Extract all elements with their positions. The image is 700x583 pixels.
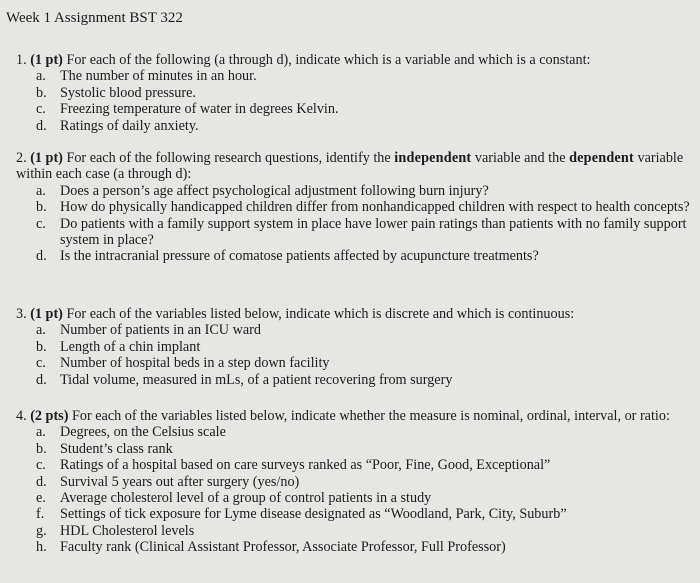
question-points: (1 pt) <box>30 52 63 68</box>
emphasis-dependent: dependent <box>569 150 634 166</box>
question-1 <box>16 52 692 134</box>
item-letter: c. <box>36 457 46 474</box>
list-item <box>16 199 692 215</box>
question-3 <box>16 306 692 388</box>
list-item <box>16 248 692 264</box>
list-item <box>16 339 692 355</box>
item-text: Do patients with a family support system in place have lower pain ratings than patients with no family support system in place? <box>60 215 687 249</box>
item-text: How do physically handicapped children differ from nonhandicapped children with respect to health concepts? <box>60 199 690 216</box>
item-letter: b. <box>36 199 47 216</box>
question-number: 4. <box>16 408 27 424</box>
item-list <box>16 183 692 265</box>
question-number: 1. <box>16 52 27 68</box>
question-4 <box>16 408 692 556</box>
question-text: variable and the <box>474 150 566 166</box>
question-prompt <box>16 52 692 68</box>
item-letter: a. <box>36 182 46 199</box>
item-text: Freezing temperature of water in degrees Kelvin. <box>60 101 339 118</box>
question-points: (1 pt) <box>30 150 63 166</box>
question-2 <box>16 150 692 265</box>
item-letter: d. <box>36 248 47 265</box>
question-text: For each of the following research questions, identify the <box>66 150 391 166</box>
list-item <box>16 539 692 555</box>
list-item <box>16 118 692 134</box>
item-letter: c. <box>36 355 46 372</box>
list-item <box>16 322 692 338</box>
item-text: Faculty rank (Clinical Assistant Professor, Associate Professor, Full Professor) <box>60 539 506 556</box>
item-text: HDL Cholesterol levels <box>60 522 195 539</box>
item-letter: d. <box>36 371 47 388</box>
question-text: variable within each case (a through d): <box>16 150 684 183</box>
item-letter: a. <box>36 424 46 441</box>
item-text: Settings of tick exposure for Lyme disease designated as “Woodland, Park, City, Suburb” <box>60 506 567 523</box>
item-letter: d. <box>36 473 47 490</box>
list-item <box>16 216 692 249</box>
item-list <box>16 322 692 388</box>
list-item <box>16 523 692 539</box>
item-text: Systolic blood pressure. <box>60 84 196 101</box>
question-text: For each of the variables listed below, indicate whether the measure is nominal, ordinal, interval, or ratio: <box>71 408 670 424</box>
page-title: Week 1 Assignment BST 322 <box>6 10 183 26</box>
item-text: Survival 5 years out after surgery (yes/no) <box>60 473 300 490</box>
item-list <box>16 424 692 555</box>
item-text: Number of patients in an ICU ward <box>60 322 261 339</box>
item-letter: f. <box>36 506 45 523</box>
question-prompt <box>16 408 692 424</box>
item-letter: c. <box>36 101 46 118</box>
item-text: Tidal volume, measured in mLs, of a patient recovering from surgery <box>60 371 453 388</box>
list-item <box>16 506 692 522</box>
item-list <box>16 68 692 134</box>
item-letter: g. <box>36 522 47 539</box>
item-text: Degrees, on the Celsius scale <box>60 424 226 441</box>
item-text: Does a person’s age affect psychological adjustment following burn injury? <box>60 182 489 199</box>
emphasis-independent: independent <box>394 150 472 166</box>
question-text: For each of the following (a through d), indicate which is a variable and which is a constant: <box>66 52 591 68</box>
question-prompt <box>16 150 692 183</box>
item-letter: b. <box>36 440 47 457</box>
list-item <box>16 68 692 84</box>
item-text: Student’s class rank <box>60 440 173 457</box>
list-item <box>16 490 692 506</box>
item-letter: c. <box>36 215 46 232</box>
item-text: The number of minutes in an hour. <box>60 68 257 85</box>
question-text: For each of the variables listed below, indicate which is discrete and which is continuous: <box>66 306 575 322</box>
list-item <box>16 441 692 457</box>
list-item <box>16 101 692 117</box>
item-text: Ratings of daily anxiety. <box>60 117 199 134</box>
item-letter: b. <box>36 84 47 101</box>
question-points: (1 pt) <box>30 306 63 322</box>
item-letter: e. <box>36 490 46 507</box>
question-prompt <box>16 306 692 322</box>
question-number: 3. <box>16 306 27 322</box>
item-text: Number of hospital beds in a step down facility <box>60 355 330 372</box>
list-item <box>16 457 692 473</box>
item-text: Ratings of a hospital based on care surveys ranked as “Poor, Fine, Good, Exceptional” <box>60 457 551 474</box>
list-item <box>16 424 692 440</box>
question-points: (2 pts) <box>30 408 69 424</box>
list-item <box>16 85 692 101</box>
item-letter: a. <box>36 68 46 85</box>
item-text: Is the intracranial pressure of comatose patients affected by acupuncture treatments? <box>60 248 539 265</box>
item-text: Average cholesterol level of a group of control patients in a study <box>60 490 432 507</box>
list-item <box>16 355 692 371</box>
item-letter: h. <box>36 539 47 556</box>
item-letter: d. <box>36 117 47 134</box>
list-item <box>16 372 692 388</box>
item-letter: b. <box>36 338 47 355</box>
list-item <box>16 183 692 199</box>
list-item <box>16 474 692 490</box>
item-text: Length of a chin implant <box>60 338 201 355</box>
question-number: 2. <box>16 150 27 166</box>
item-letter: a. <box>36 322 46 339</box>
